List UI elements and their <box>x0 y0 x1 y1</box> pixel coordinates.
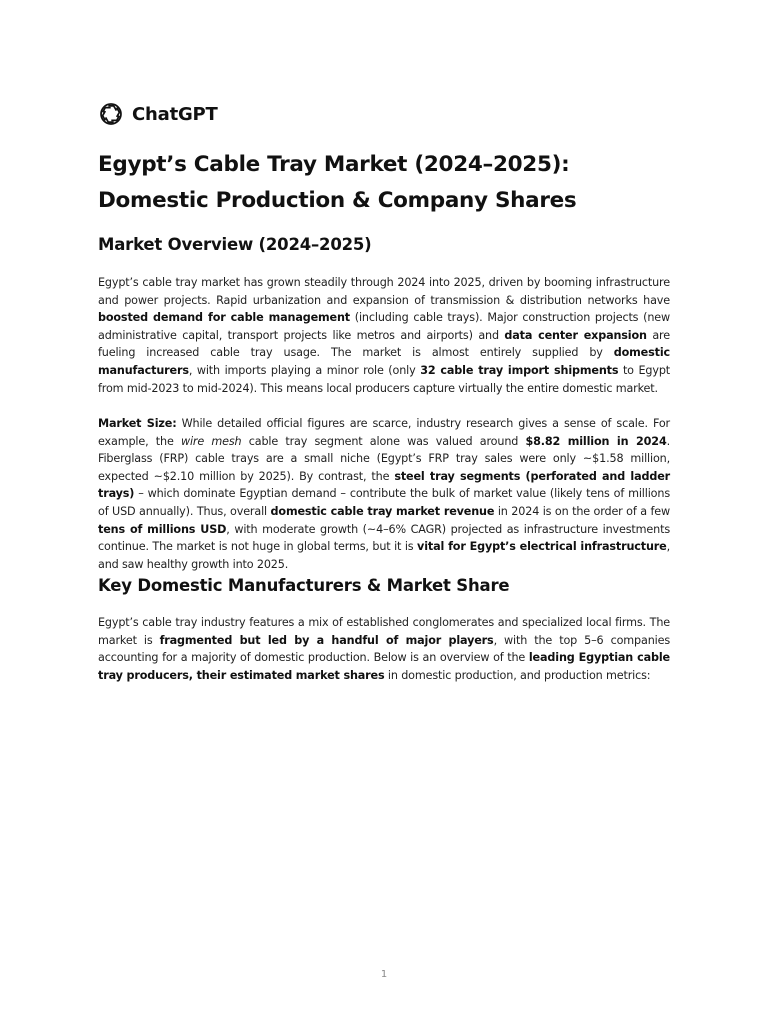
bold-text: Market Size: <box>98 417 177 430</box>
paragraph-market-overview <box>98 274 670 397</box>
bold-text: boosted demand for cable management <box>98 311 351 325</box>
paragraph-key-manufacturers <box>98 614 670 684</box>
bold-text: domestic manufacturers <box>98 346 670 377</box>
openai-logo-icon <box>98 101 124 127</box>
text-run: in domestic production, and production metrics: <box>384 668 651 682</box>
text-run: , with imports playing a minor role (only <box>188 363 421 377</box>
section-heading-market-overview: Market Overview (2024–2025) <box>98 235 372 254</box>
brand-header <box>98 100 218 128</box>
bold-text: data center expansion <box>504 328 647 342</box>
text-run: . Fiberglass (FRP) cable trays are a small niche (Egypt’s FRP tray sales were only ~$1.58 million, expected ~$2.10 million by 2025). By contrast, the <box>98 434 670 483</box>
text-run: While detailed official figures are scarce, industry research gives a sense of scale. For example, the <box>98 417 670 448</box>
text-run: – which dominate Egyptian demand – contribute the bulk of market value (likely tens of millions of USD annually). Thus, overall <box>98 487 670 518</box>
bold-text: steel tray segments (perforated and ladder trays) <box>98 469 671 501</box>
page-number: 1 <box>380 969 388 980</box>
text-run: in 2024 is on the order of a few <box>494 504 670 518</box>
brand-name: ChatGPT <box>132 103 218 125</box>
text-run: , with moderate growth (~4–6% CAGR) projected as infrastructure investments continue. The market is not huge in global terms, but it is <box>98 522 671 554</box>
bold-text: 32 cable tray import shipments <box>420 363 619 377</box>
text-run: to Egypt from mid-2023 to mid-2024). This means local producers capture virtually the entire domestic market. <box>98 363 671 395</box>
paragraph-market-size <box>98 415 670 573</box>
section-heading-key-manufacturers: Key Domestic Manufacturers & Market Share <box>98 576 510 595</box>
bold-text: domestic cable tray market revenue <box>270 504 495 518</box>
italic-text: wire mesh <box>180 434 242 448</box>
bold-text: leading Egyptian cable tray producers, their estimated market shares <box>98 651 670 682</box>
text-run: Egypt’s cable tray industry features a mix of established conglomerates and specialized local firms. The market is <box>98 616 670 647</box>
text-run: are fueling increased cable tray usage. The market is almost entirely supplied by <box>98 328 670 360</box>
text-run: Egypt’s cable tray market has grown steadily through 2024 into 2025, driven by booming infrastructure and power projects. Rapid urbanization and expansion of transmission & distribution networks have <box>98 276 670 307</box>
bold-text: $8.82 million in 2024 <box>525 434 667 448</box>
text-run: , with the top 5–6 companies accounting for a majority of domestic production. Below is an overview of the <box>98 633 671 665</box>
text-run: (including cable trays). Major construction projects (new administrative capital, transport projects like metros and airports) and <box>98 311 670 342</box>
bold-text: vital for Egypt’s electrical infrastructure <box>417 540 667 554</box>
text-run: , and saw healthy growth into 2025. <box>98 540 670 571</box>
text-run: cable tray segment alone was valued around <box>241 434 526 448</box>
bold-text: tens of millions USD <box>98 522 227 536</box>
bold-text: fragmented but led by a handful of major players <box>159 633 494 647</box>
document-title: Egypt’s Cable Tray Market (2024–2025): Domestic Production & Company Shares <box>98 152 577 213</box>
